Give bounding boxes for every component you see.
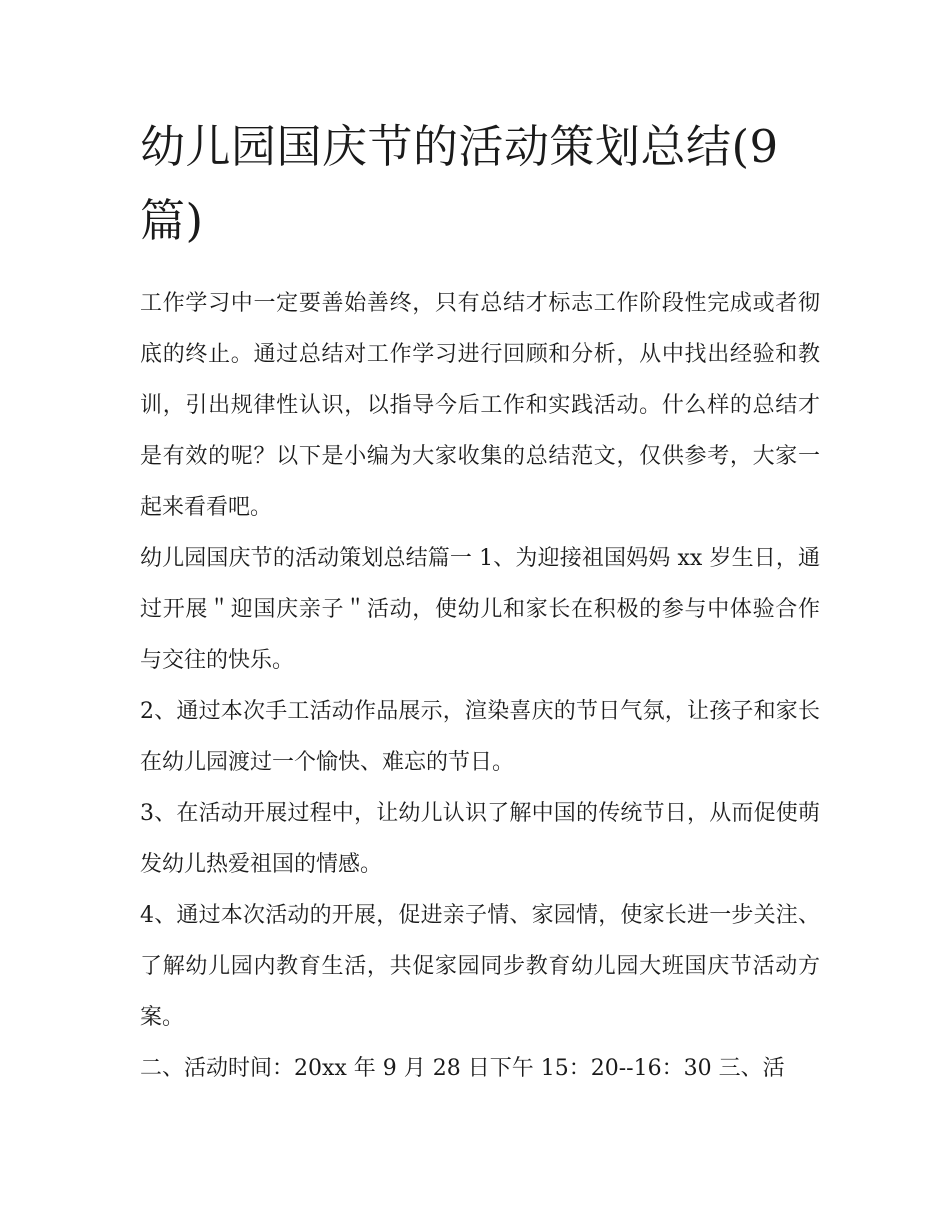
paragraph-activity-time: 二、活动时间：20xx 年 9 月 28 日下午 15：20--16：30 三、活	[140, 1056, 785, 1081]
paragraph-intro: 工作学习中一定要善始善终，只有总结才标志工作阶段性完成或者彻底的终止。通过总结对工作学习进行回顾和分析，从中找出经验和教训，引出规律性认识，以指导今后工作和实践活动。什么样的总结才是有效的呢？以下是小编为大家收集的总结范文，仅供参考，大家一起来看看吧。	[140, 291, 820, 520]
paragraph-item-1: 幼儿园国庆节的活动策划总结篇一 1、为迎接祖国妈妈 xx 岁生日，通过开展＂迎国庆亲子＂活动，使幼儿和家长在积极的参与中体验合作与交往的快乐。	[140, 546, 820, 673]
paragraph-item-3: 3、在活动开展过程中，让幼儿认识了解中国的传统节日，从而促使萌发幼儿热爱祖国的情感。	[140, 801, 820, 877]
paragraph-item-2: 2、通过本次手工活动作品展示，渲染喜庆的节日气氛，让孩子和家长在幼儿园渡过一个愉快、难忘的节日。	[140, 699, 820, 775]
document-body	[140, 278, 820, 1094]
document-title: 幼儿园国庆节的活动策划总结(9篇)	[140, 120, 779, 247]
paragraph-item-4: 4、通过本次活动的开展，促进亲子情、家园情，使家长进一步关注、了解幼儿园内教育生活，共促家园同步教育幼儿园大班国庆节活动方案。	[140, 903, 820, 1030]
document-page	[140, 110, 820, 1094]
